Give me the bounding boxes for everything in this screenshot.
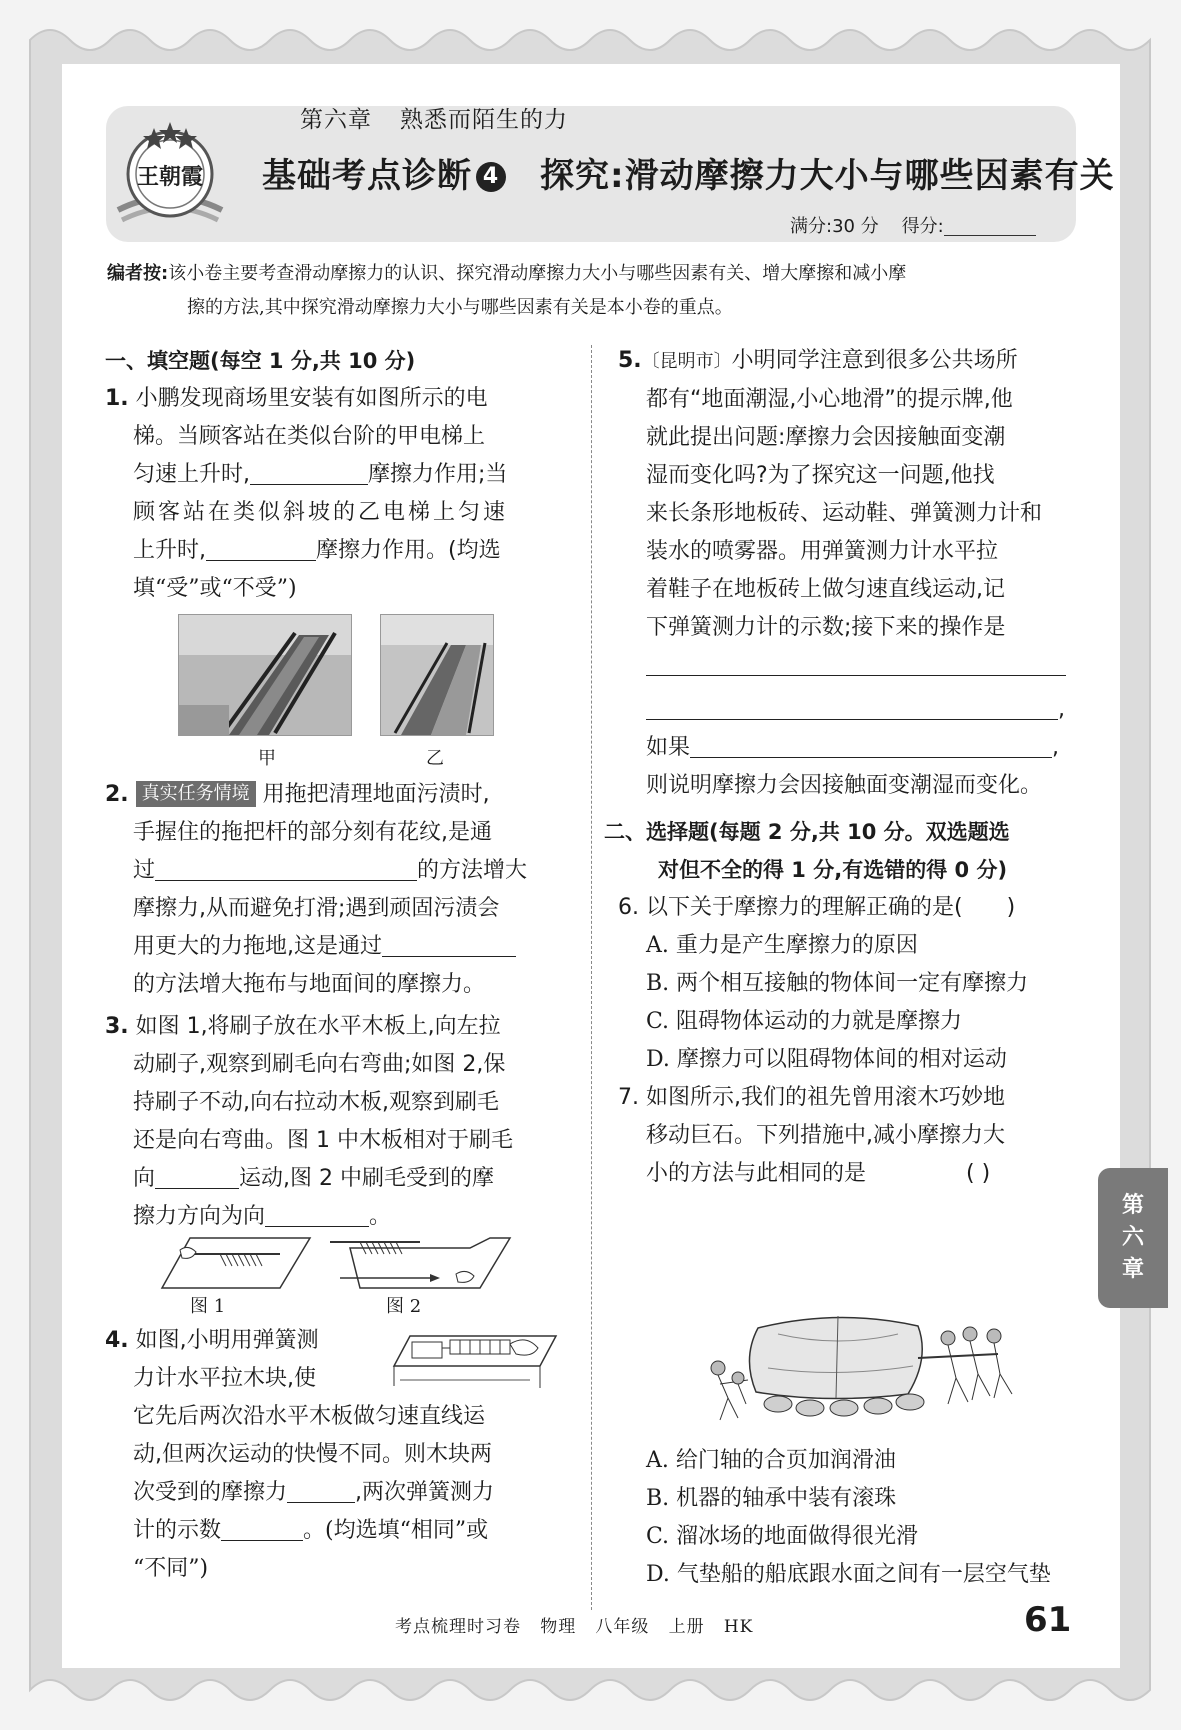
q3-blank-b[interactable]	[265, 1200, 369, 1227]
editor-note-label: 编者按:	[107, 263, 169, 284]
q2-text: 用拖把清理地面污渍时,	[262, 782, 490, 807]
q2-text: 的方法增大	[417, 858, 528, 883]
q5-text: 着鞋子在地板砖上做匀速直线运动,记	[646, 577, 1005, 602]
full-score: 满分:30 分	[790, 216, 879, 237]
q1-blank-b[interactable]	[206, 534, 316, 561]
q5-blank-b[interactable]	[646, 693, 1058, 720]
q4-text: 动,但两次运动的快慢不同。则木块两	[133, 1442, 492, 1467]
chapter-number: 第六章	[300, 107, 372, 133]
q3-number: 3.	[105, 1014, 129, 1039]
q2-text: 用更大的力拖地,这是通过	[133, 934, 382, 959]
q4-text: 次受到的摩擦力	[133, 1480, 288, 1505]
q7-option-b[interactable]: B. 机器的轴承中装有滚珠	[646, 1486, 897, 1511]
q5-blank-c[interactable]	[690, 731, 1052, 758]
q3-text: 。	[369, 1204, 392, 1229]
q6-stem: 6. 以下关于摩擦力的理解正确的是(	[618, 895, 963, 920]
q4-text: 计的示数	[133, 1518, 222, 1543]
q2-number: 2.	[105, 782, 129, 807]
caption-b: 乙	[426, 748, 444, 769]
q3-blank-a[interactable]	[155, 1162, 239, 1189]
q2-text: 过	[133, 858, 156, 883]
q2-blank-a[interactable]	[155, 854, 417, 881]
right-column-q7-options	[618, 1442, 1080, 1594]
q6-answer-paren[interactable]: )	[1006, 895, 1016, 920]
section2-heading-cont: 对但不全的得 1 分,有选错的得 0 分)	[658, 858, 1008, 882]
score-blank[interactable]	[944, 219, 1036, 236]
q4-text: 力计水平拉木块,使	[133, 1366, 316, 1391]
q4-text: 。(均选填“相同”或	[303, 1518, 489, 1543]
q5-text: 就此提出问题:摩擦力会因接触面变潮	[646, 425, 1006, 450]
editor-note	[107, 257, 1079, 325]
q1-text: 摩擦力作用;当	[368, 462, 508, 487]
q1-text: 上升时,	[133, 538, 206, 563]
page-title	[262, 148, 1115, 197]
caption-fig1: 图 1	[190, 1296, 226, 1317]
q4-blank-b[interactable]	[221, 1514, 303, 1541]
chapter-title: 熟悉而陌生的力	[400, 107, 568, 133]
q1-text: 匀速上升时,	[133, 462, 250, 487]
spring-scale-figure	[390, 1326, 560, 1398]
page-number: 61	[1024, 1600, 1072, 1640]
publisher-logo	[108, 114, 232, 230]
q1-blank-a[interactable]	[250, 458, 368, 485]
q3-text: 如图 1,将刷子放在水平木板上,向左拉	[135, 1014, 501, 1039]
q4-text: ,两次弹簧测力	[355, 1480, 495, 1505]
q1-text: 摩擦力作用。(均选	[316, 538, 501, 563]
q6-option-b[interactable]: B. 两个相互接触的物体间一定有摩擦力	[646, 971, 1029, 996]
q2-text: 的方法增大拖布与地面间的摩擦力。	[133, 972, 486, 997]
q7-option-c[interactable]: C. 溜冰场的地面做得很光滑	[646, 1524, 919, 1549]
q7-stem: 7. 如图所示,我们的祖先曾用滚木巧妙地	[618, 1085, 1005, 1110]
q5-text: 下弹簧测力计的示数;接下来的操作是	[646, 615, 1006, 640]
score-line	[790, 212, 1036, 238]
brush-figures	[160, 1232, 520, 1296]
column-divider	[591, 345, 592, 1610]
left-column	[105, 342, 565, 608]
q3-text: 向	[133, 1166, 156, 1191]
q4-text: 如图,小明用弹簧测	[135, 1328, 319, 1353]
caption-fig2: 图 2	[386, 1296, 422, 1317]
q5-region: 〔昆明市〕	[641, 351, 732, 372]
rolling-logs-illustration	[698, 1308, 1018, 1426]
q2-text: 手握住的拖把杆的部分刻有花纹,是通	[133, 820, 492, 845]
q4-text: 它先后两次沿水平木板做匀速直线运	[133, 1404, 486, 1429]
q4-number: 4.	[105, 1328, 129, 1353]
chapter-line	[300, 101, 568, 134]
q7-option-d[interactable]: D. 气垫船的船底跟水面之间有一层空气垫	[646, 1562, 1051, 1587]
q5-text: 装水的喷雾器。用弹簧测力计水平拉	[646, 539, 999, 564]
q1-text: 梯。当顾客站在类似台阶的甲电梯上	[133, 424, 486, 449]
q6-option-a[interactable]: A. 重力是产生摩擦力的原因	[646, 933, 918, 958]
side-tab-char: 六	[1121, 1225, 1144, 1250]
q3-text: 还是向右弯曲。图 1 中木板相对于刷毛	[133, 1128, 513, 1153]
q5-number: 5.	[618, 348, 642, 373]
section1-heading: 一、填空题(每空 1 分,共 10 分)	[105, 349, 416, 373]
q5-text: ,	[1052, 735, 1060, 760]
q2-blank-b[interactable]	[382, 930, 516, 957]
left-column-q2	[105, 776, 565, 1236]
title-prefix: 基础考点诊断	[262, 156, 472, 196]
q7-stem: 移动巨石。下列措施中,减小摩擦力大	[646, 1123, 1005, 1148]
q2-text: 摩擦力,从而避免打滑;遇到顽固污渍会	[133, 896, 500, 921]
q7-option-a[interactable]: A. 给门轴的合页加润滑油	[646, 1448, 896, 1473]
footer-text: 考点梳理时习卷 物理 八年级 上册 HK	[395, 1617, 754, 1637]
q7-stem: 小的方法与此相同的是	[646, 1161, 867, 1186]
right-column	[604, 342, 1080, 1193]
q7-answer-paren[interactable]: ( )	[966, 1161, 991, 1186]
q3-text: 擦力方向为向	[133, 1204, 266, 1229]
q5-text: ,	[1058, 697, 1065, 722]
q6-option-d[interactable]: D. 摩擦力可以阻碍物体间的相对运动	[646, 1047, 1007, 1072]
side-tab-char: 第	[1121, 1193, 1144, 1218]
q5-text: 小明同学注意到很多公共场所	[731, 348, 1018, 373]
caption-a: 甲	[258, 748, 276, 769]
title-number-badge: 4	[476, 162, 506, 192]
q5-text: 都有“地面潮湿,小心地滑”的提示牌,他	[646, 387, 1013, 412]
escalator-photo-b	[380, 614, 494, 736]
editor-note-line1: 该小卷主要考查滑动摩擦力的认识、探究滑动摩擦力大小与哪些因素有关、增大摩擦和减小摩	[168, 263, 907, 284]
score-label: 得分:	[901, 216, 944, 237]
q5-text: 来长条形地板砖、运动鞋、弹簧测力计和	[646, 501, 1043, 526]
side-tab-char: 章	[1121, 1257, 1144, 1282]
q1-text: 填“受”或“不受”)	[133, 576, 297, 601]
q3-text: 持刷子不动,向右拉动木板,观察到刷毛	[133, 1090, 499, 1115]
q3-text: 动刷子,观察到刷毛向右弯曲;如图 2,保	[133, 1052, 506, 1077]
task-context-tag: 真实任务情境	[136, 781, 256, 807]
section2-heading: 二、选择题(每题 2 分,共 10 分。双选题选	[604, 820, 1010, 844]
logo-text: 王朝霞	[136, 164, 204, 190]
q4-text: “不同”)	[133, 1556, 209, 1581]
editor-note-line2: 擦的方法,其中探究滑动摩擦力大小与哪些因素有关是本小卷的重点。	[187, 297, 733, 318]
q4-blank-a[interactable]	[287, 1476, 355, 1503]
q5-text: 湿而变化吗?为了探究这一问题,他找	[646, 463, 995, 488]
title-main: 探究:滑动摩擦力大小与哪些因素有关	[540, 156, 1115, 196]
q1-number: 1.	[105, 386, 129, 411]
escalator-photo-a	[178, 614, 352, 736]
q5-text: 如果	[646, 735, 691, 760]
q3-text: 运动,图 2 中刷毛受到的摩	[239, 1166, 494, 1191]
q1-text: 顾客站在类似斜坡的乙电梯上匀速	[133, 500, 509, 525]
q5-text: 则说明摩擦力会因接触面变潮湿而变化。	[646, 773, 1043, 798]
chapter-side-tab[interactable]	[1098, 1168, 1168, 1308]
q1-text: 小鹏发现商场里安装有如图所示的电	[135, 386, 488, 411]
q5-blank-a[interactable]	[646, 649, 1066, 676]
q6-option-c[interactable]: C. 阻碍物体运动的力就是摩擦力	[646, 1009, 963, 1034]
